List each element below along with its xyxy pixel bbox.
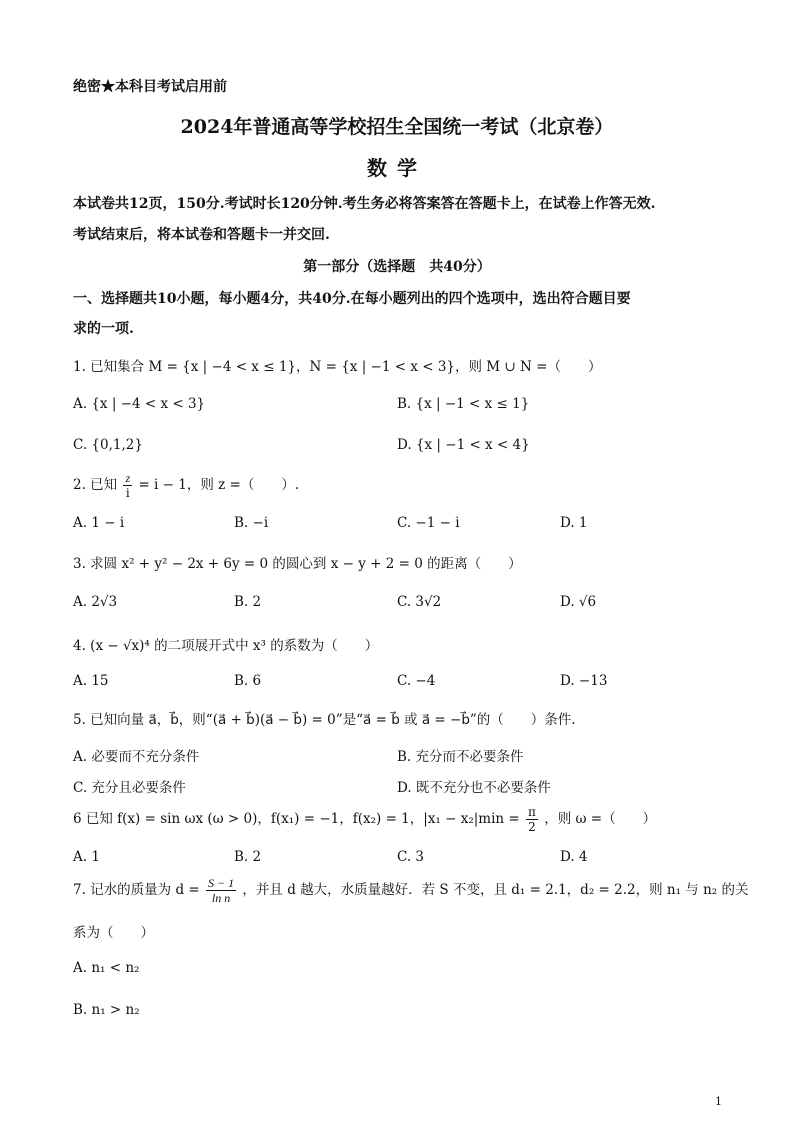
question-7-fraction bbox=[206, 876, 236, 905]
page-number: 1 bbox=[715, 1095, 722, 1108]
question-5-option-b: B. 充分而不必要条件 bbox=[397, 749, 524, 765]
question-3-option-a: A. 2√3 bbox=[73, 594, 118, 610]
question-2-stem bbox=[73, 471, 299, 500]
question-4-option-c: C. −4 bbox=[397, 673, 436, 689]
question-3-option-c: C. 3√2 bbox=[397, 594, 442, 610]
question-2-stem-prefix: 2. 已知 bbox=[73, 477, 118, 493]
question-6-fraction bbox=[526, 805, 538, 834]
question-2-option-b: B. −i bbox=[234, 515, 269, 531]
question-6-stem bbox=[73, 805, 656, 834]
question-7-stem-line-2: 系为（ ） bbox=[73, 925, 154, 941]
question-1-option-a: A. {x | −4 < x < 3} bbox=[73, 396, 206, 412]
question-6-option-a: A. 1 bbox=[73, 849, 100, 865]
question-6-stem-suffix: ，则 ω =（ ） bbox=[544, 811, 657, 827]
question-5-option-c: C. 充分且必要条件 bbox=[73, 780, 186, 796]
question-6-fraction-denominator: 2 bbox=[528, 820, 536, 834]
question-7-stem bbox=[73, 876, 748, 905]
question-1-option-d: D. {x | −1 < x < 4} bbox=[397, 437, 530, 453]
question-2-stem-suffix: = i − 1，则 z =（ ）. bbox=[138, 477, 300, 493]
question-6-option-c: C. 3 bbox=[397, 849, 425, 865]
question-1-option-c: C. {0,1,2} bbox=[73, 437, 143, 453]
section-instruction-1: 一、选择题共10小题，每小题4分，共40分.在每小题列出的四个选项中，选出符合题目要 bbox=[73, 291, 631, 307]
subject-title: 数学 bbox=[367, 156, 427, 180]
question-6-stem-prefix: 6 已知 f(x) = sin ωx (ω > 0)，f(x₁) = −1，f(x₂) = 1，|x₁ − x₂|min = bbox=[73, 811, 520, 827]
question-6-fraction-numerator: π bbox=[528, 805, 536, 819]
question-7-stem-suffix: ，并且 d 越大，水质量越好．若 S 不变，且 d₁ = 2.1，d₂ = 2.2，则 n₁ 与 n₂ 的关 bbox=[242, 882, 749, 898]
question-2-fraction bbox=[123, 471, 132, 500]
question-5-stem: 5. 已知向量 a⃗，b⃗，则“(a⃗ + b⃗)(a⃗ − b⃗) = 0”是“a⃗ = b⃗ 或 a⃗ = −b⃗”的（ ）条件. bbox=[73, 712, 576, 728]
question-4-option-a: A. 15 bbox=[73, 673, 109, 689]
question-4-option-d: D. −13 bbox=[560, 673, 608, 689]
section-instruction-2: 求的一项. bbox=[73, 321, 134, 337]
question-5-option-a: A. 必要而不充分条件 bbox=[73, 749, 200, 765]
confidential-label: 绝密★本科目考试启用前 bbox=[73, 79, 227, 95]
exam-title: 2024年普通高等学校招生全国统一考试（北京卷） bbox=[180, 116, 614, 138]
question-7-stem-prefix: 7. 记水的质量为 d = bbox=[73, 882, 200, 898]
question-4-option-b: B. 6 bbox=[234, 673, 262, 689]
question-3-option-b: B. 2 bbox=[234, 594, 262, 610]
question-4-stem: 4. (x − √x)⁴ 的二项展开式中 x³ 的系数为（ ） bbox=[73, 638, 379, 654]
question-1-stem: 1. 已知集合 M = {x | −4 < x ≤ 1}，N = {x | −1 < x < 3}，则 M ∪ N =（ ） bbox=[73, 359, 602, 375]
question-3-stem: 3. 求圆 x² + y² − 2x + 6y = 0 的圆心到 x − y + 2 = 0 的距离（ ） bbox=[73, 556, 522, 572]
question-7-option-b: B. n₁ > n₂ bbox=[73, 1002, 140, 1018]
question-7-fraction-denominator: ln n bbox=[211, 891, 231, 905]
question-6-option-d: D. 4 bbox=[560, 849, 588, 865]
question-7-option-a: A. n₁ < n₂ bbox=[73, 960, 140, 976]
intro-line-2: 考试结束后，将本试卷和答题卡一并交回. bbox=[73, 227, 330, 243]
question-6-option-b: B. 2 bbox=[234, 849, 262, 865]
question-2-option-a: A. 1 − i bbox=[73, 515, 125, 531]
question-2-option-d: D. 1 bbox=[560, 515, 588, 531]
question-1-option-b: B. {x | −1 < x ≤ 1} bbox=[397, 396, 530, 412]
intro-line-1: 本试卷共12页，150分.考试时长120分钟.考生务必将答案答在答题卡上，在试卷上作答无效. bbox=[73, 196, 656, 212]
part-heading: 第一部分（选择题 共40分） bbox=[303, 259, 491, 275]
question-2-option-c: C. −1 − i bbox=[397, 515, 460, 531]
question-2-fraction-numerator: z bbox=[125, 471, 131, 485]
question-2-fraction-denominator: i bbox=[125, 486, 130, 500]
question-3-option-d: D. √6 bbox=[560, 594, 597, 610]
question-7-fraction-numerator: S − 1 bbox=[208, 876, 235, 890]
question-5-option-d: D. 既不充分也不必要条件 bbox=[397, 780, 551, 796]
